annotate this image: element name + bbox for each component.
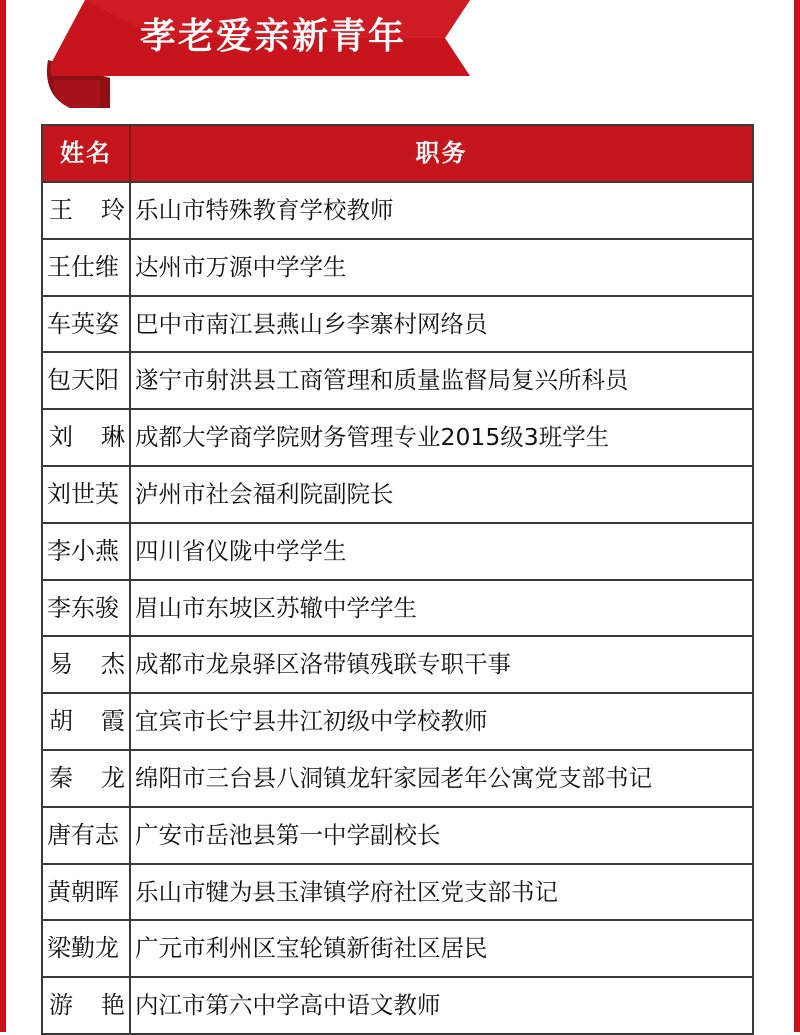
frame-border-right: [794, 0, 800, 1032]
table-row: [43, 919, 752, 976]
row-name: 包天阳: [43, 353, 131, 408]
row-role: 广安市岳池县第一中学副校长: [135, 820, 441, 849]
table-row: [43, 749, 752, 806]
table-row: [43, 295, 752, 352]
table-row: [43, 238, 752, 295]
table-body: [43, 181, 752, 1033]
row-name: 游 艳: [43, 978, 131, 1033]
row-role: 宜宾市长宁县井江初级中学校教师: [135, 707, 488, 736]
row-name: 易 杰: [43, 637, 131, 692]
page-title: 孝老爱亲新青年: [139, 16, 406, 57]
row-role: 遂宁市射洪县工商管理和质量监督局复兴所科员: [135, 366, 629, 395]
table-row: [43, 522, 752, 579]
row-role: 四川省仪陇中学学生: [135, 536, 347, 565]
table-row: [43, 408, 752, 465]
row-name: 唐有志: [43, 808, 131, 863]
header-name: 姓名: [43, 126, 131, 181]
table-row: [43, 351, 752, 408]
table-row: [43, 579, 752, 636]
row-name: 刘 琳: [43, 410, 131, 465]
row-name: 秦 龙: [43, 751, 131, 806]
row-role: 绵阳市三台县八洞镇龙轩家园老年公寓党支部书记: [135, 763, 652, 792]
row-role: 乐山市犍为县玉津镇学府社区党支部书记: [135, 877, 558, 906]
title-ribbon: [40, 0, 480, 120]
table-row: [43, 181, 752, 238]
row-name: 胡 霞: [43, 694, 131, 749]
row-role: 内江市第六中学高中语文教师: [135, 991, 441, 1020]
row-name: 李东骏: [43, 581, 131, 636]
table-row: [43, 976, 752, 1033]
row-name: 梁勤龙: [43, 921, 131, 976]
row-role: 巴中市南江县燕山乡李寨村网络员: [135, 309, 488, 338]
row-role: 眉山市东坡区苏辙中学学生: [135, 593, 417, 622]
row-name: 黄朝晖: [43, 865, 131, 920]
row-name: 刘世英: [43, 467, 131, 522]
row-name: 李小燕: [43, 524, 131, 579]
table-header: [43, 126, 752, 181]
row-role: 成都市龙泉驿区洛带镇残联专职干事: [135, 650, 511, 679]
table-row: [43, 465, 752, 522]
row-name: 王 玲: [43, 183, 131, 238]
row-role: 广元市利州区宝轮镇新街社区居民: [135, 934, 488, 963]
header-role: 职务: [415, 139, 468, 167]
awardee-table: [41, 124, 754, 1035]
row-role: 成都大学商学院财务管理专业2015级3班学生: [135, 423, 610, 452]
row-role: 泸州市社会福利院副院长: [135, 479, 394, 508]
table-row: [43, 692, 752, 749]
table-row: [43, 635, 752, 692]
frame-border-left: [0, 0, 6, 1032]
row-name: 车英姿: [43, 297, 131, 352]
row-role: 达州市万源中学学生: [135, 252, 347, 281]
table-row: [43, 806, 752, 863]
row-role: 乐山市特殊教育学校教师: [135, 196, 394, 224]
table-row: [43, 863, 752, 920]
row-name: 王仕维: [43, 240, 131, 295]
